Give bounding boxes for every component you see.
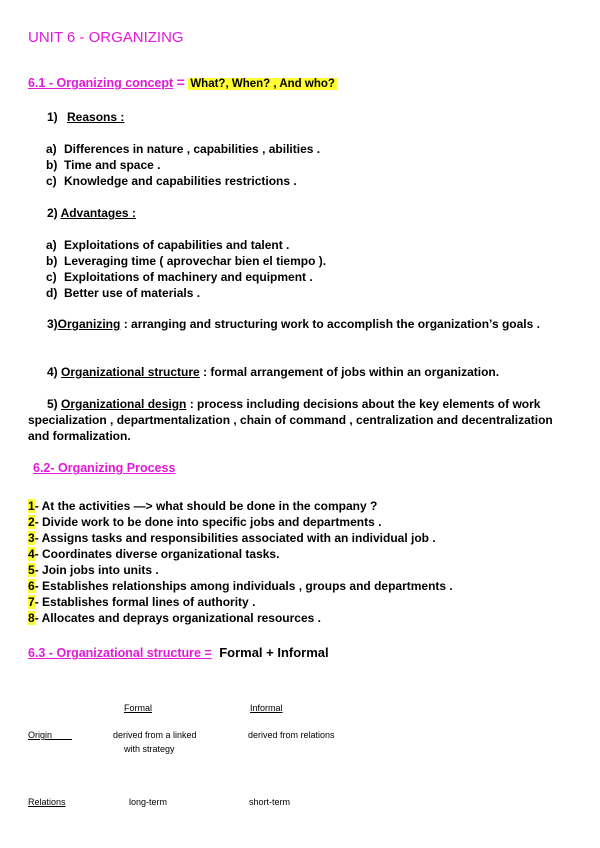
highlight-questions: What?, When? , And who? [190,78,335,90]
list-item: c) Exploitations of machinery and equipment . [46,270,313,284]
list-item: 6- Establishes relationships among individuals , groups and departments . [28,579,453,593]
row-label-relations: Relations [28,797,66,807]
design-term: Organizational design [61,397,187,411]
section-6-2-title: 6.2- Organizing Process [33,461,176,475]
origin-formal: derived from a linked [113,730,197,740]
section-6-3-title: 6.3 - Organizational structure = [28,646,212,660]
section-6-1-heading [28,74,337,90]
reasons-num: 1) [47,110,58,124]
reasons-label [47,110,124,124]
section-6-2-heading [33,461,175,475]
advantages-label [47,206,136,220]
list-item: 3- Assigns tasks and responsibilities associated with an individual job . [28,531,436,545]
section-6-3-heading [28,644,329,662]
origin-formal-2: with strategy [124,744,175,754]
section-6-3-rest: Formal + Informal [219,645,329,660]
relations-informal: short-term [249,797,291,807]
relations-formal: long-term [129,797,168,807]
list-item: a) Exploitations of capabilities and talent . [46,238,290,252]
list-item: 4- Coordinates diverse organizational tasks. [28,547,280,561]
design-definition: 5) Organizational design : process including decisions about the key elements of work specialization , departmentalization , chain of command , centralization and decentralization and formalization. [28,397,553,443]
equals-sign: = [176,74,185,90]
list-item: 5- Join jobs into units . [28,563,159,577]
process-list [28,498,453,626]
list-item: d) Better use of materials . [46,286,201,300]
structure-term: Organizational structure [61,365,200,379]
col-formal-header: Formal [124,703,153,713]
origin-informal: derived from relations [248,730,335,740]
row-label-origin: Origin [28,730,53,740]
list-item: c) Knowledge and capabilities restrictions . [46,174,297,188]
advantages-title: Advantages : [60,206,136,220]
list-item: b) Time and space . [46,158,161,172]
reasons-list [46,141,320,189]
section-6-1-title: 6.1 - Organizing concept [28,76,174,90]
list-item: a) Differences in nature , capabilities , abilities . [46,142,321,156]
list-item: 2- Divide work to be done into specific jobs and departments . [28,515,382,529]
structure-definition: 4) Organizational structure : formal arrangement of jobs within an organization. [47,365,500,379]
list-item: 1- At the activities —> what should be done in the company ? [28,499,378,513]
organizing-term: Organizing [57,317,121,331]
page-title: UNIT 6 - ORGANIZING [28,29,184,46]
organizing-definition: 3)Organizing : arranging and structuring work to accomplish the organization’s goals . [47,317,540,331]
reasons-title: Reasons : [67,110,125,124]
col-informal-header: Informal [250,703,283,713]
list-item: b) Leveraging time ( aprovechar bien el tiempo ). [46,254,327,268]
advantages-list [46,237,326,301]
list-item: 7- Establishes formal lines of authority . [28,595,256,609]
list-item: 8- Allocates and deprays organizational resources . [28,611,321,625]
advantages-num: 2) [47,206,58,220]
